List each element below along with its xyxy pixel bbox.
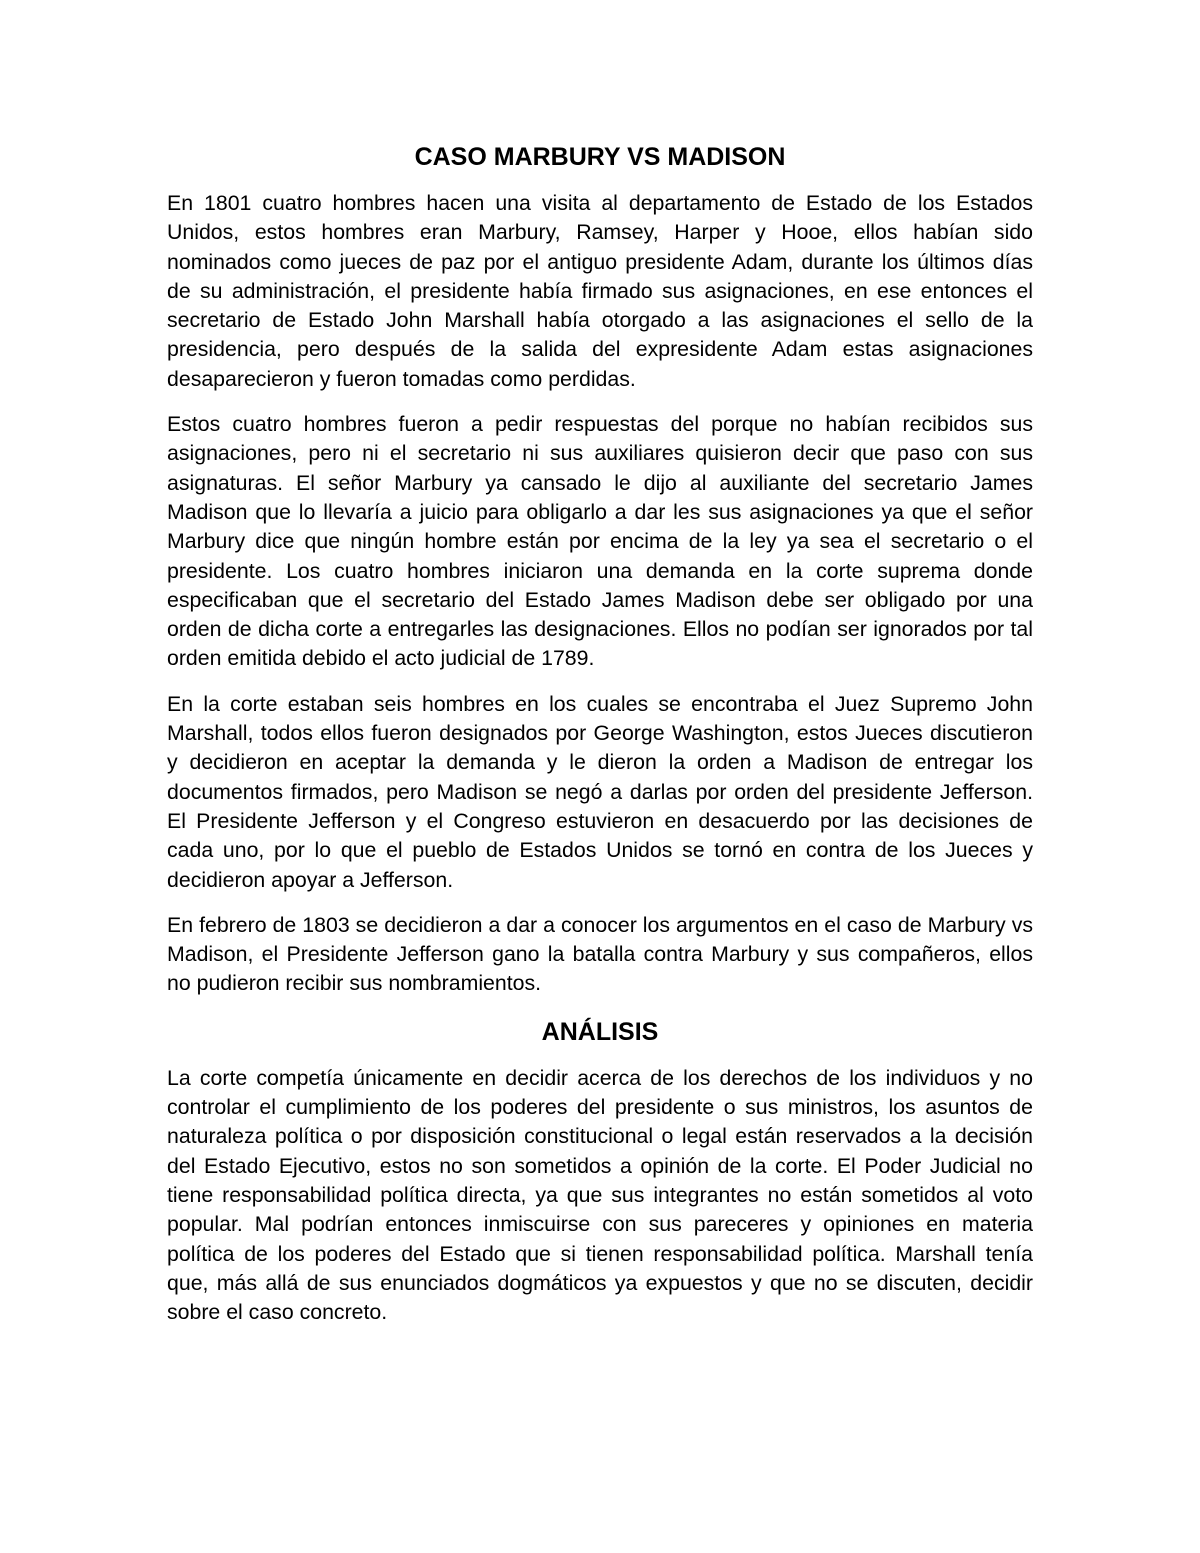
- analysis-paragraph: La corte competía únicamente en decidir acerca de los derechos de los individuos y no controlar el cumplimiento de los poderes del presidente o sus ministros, los asuntos de naturaleza política o por disposición constitucional o legal están reservados a la decisión del Estado Ejecutivo, estos no son sometidos a opinión de la corte. El Poder Judicial no tiene responsabilidad política directa, ya que sus integrantes no están sometidos al voto popular. Mal podrían entonces inmiscuirse con sus pareceres y opiniones en materia política de los poderes del Estado que si tienen responsabilidad política. Marshall tenía que, más allá de sus enunciados dogmáticos ya expuestos y que no se discuten, decidir sobre el caso concreto.: [167, 1065, 1033, 1325]
- paragraph-2: Estos cuatro hombres fueron a pedir respuestas del porque no habían recibidos sus asignaciones, pero ni el secretario ni sus auxiliares quisieron decir que paso con sus asignaturas. El señor Marbury ya cansado le dijo al auxiliante del secretario James Madison que lo llevaría a juicio para obligarlo a dar les sus asignaciones ya que el señor Marbury dice que ningún hombre están por encima de la ley ya sea el secretario o el presidente. Los cuatro hombres iniciaron una demanda en la corte suprema donde especificaban que el secretario del Estado James Madison debe ser obligado por una orden de dicha corte a entregarles las designaciones. Ellos no podían ser ignorados por tal orden emitida debido el acto judicial de 1789.: [167, 412, 1033, 671]
- paragraph-1: En 1801 cuatro hombres hacen una visita al departamento de Estado de los Estados Unidos, estos hombres eran Marbury, Ramsey, Harper y Hooe, ellos habían sido nominados como jueces de paz por el antiguo presidente Adam, durante los últimos días de su administración, el presidente había firmado sus asignaciones, en ese entonces el secretario de Estado John Marshall había otorgado a las asignaciones el sello de la presidencia, pero después de la salida del expresidente Adam estas asignaciones desaparecieron y fueron tomadas como perdidas.: [167, 191, 1033, 391]
- document-title: CASO MARBURY VS MADISON: [414, 143, 786, 171]
- paragraph-3: En la corte estaban seis hombres en los cuales se encontraba el Juez Supremo John Marshall, todos ellos fueron designados por George Washington, estos Jueces discutieron y decidieron en aceptar la demanda y le dieron la orden a Madison de entregar los documentos firmados, pero Madison se negó a darlas por orden del presidente Jefferson. El Presidente Jefferson y el Congreso estuvieron en desacuerdo por las decisiones de cada uno, por lo que el pueblo de Estados Unidos se tornó en contra de los Jueces y decidieron apoyar a Jefferson.: [167, 691, 1033, 892]
- section-title-analisis: ANÁLISIS: [541, 1017, 659, 1046]
- document-body: [167, 140, 1033, 1343]
- paragraph-4: En febrero de 1803 se decidieron a dar a conocer los argumentos en el caso de Marbury vs Madison, el Presidente Jefferson gano la batalla contra Marbury y sus compañeros, ellos no pudieron recibir sus nombramientos.: [167, 912, 1033, 996]
